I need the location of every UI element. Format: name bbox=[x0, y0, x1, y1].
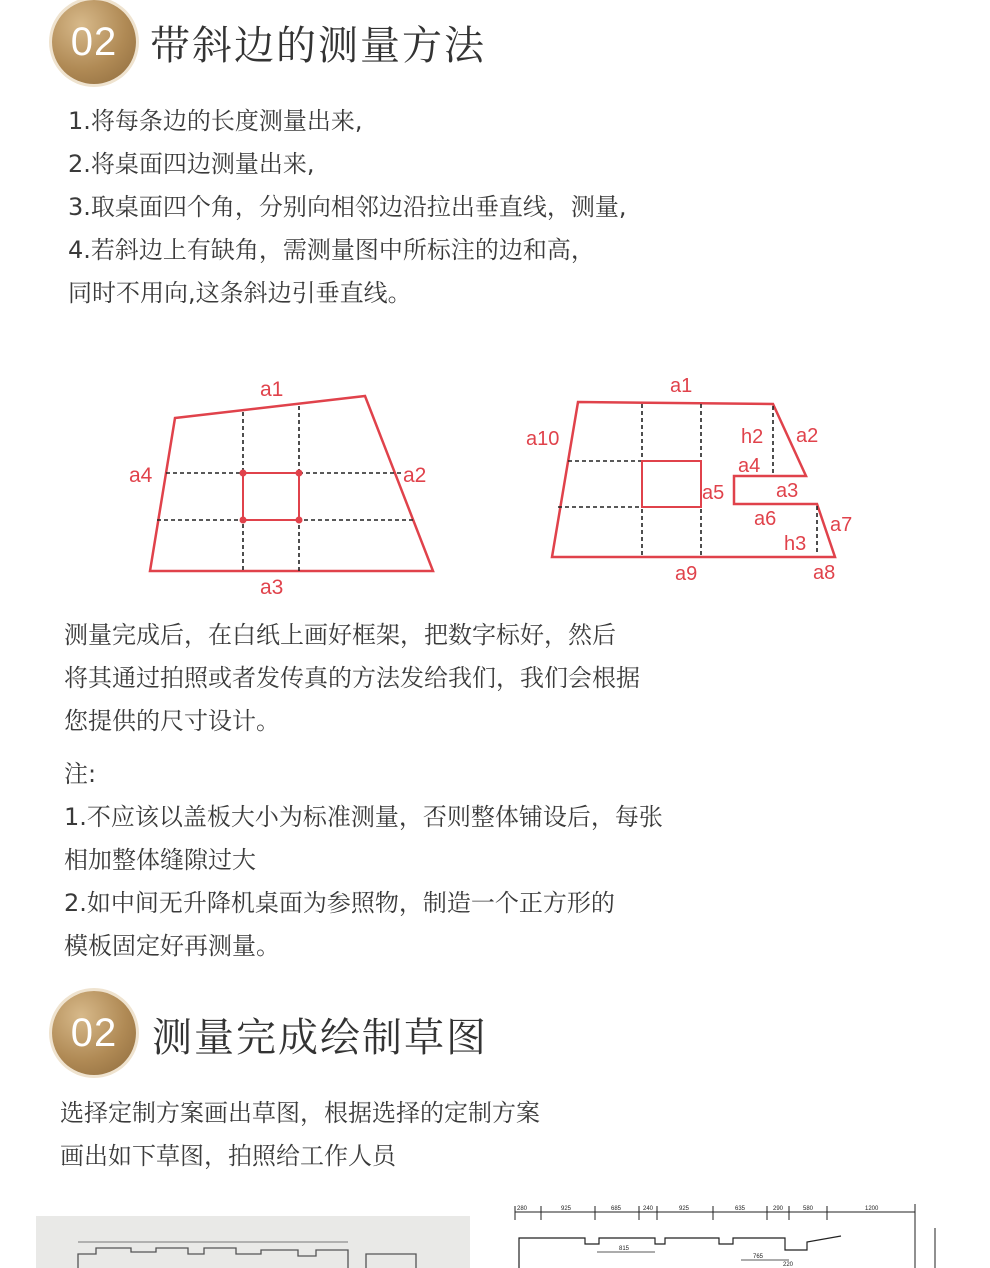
label-a10: a10 bbox=[526, 428, 560, 450]
section-title: 测量完成绘制草图 bbox=[152, 1015, 488, 1061]
step-item: 1.将每条边的长度测量出来, bbox=[68, 107, 363, 135]
dim-label: 925 bbox=[679, 1206, 690, 1212]
label-a7: a7 bbox=[830, 514, 853, 536]
note-line: 1.不应该以盖板大小为标准测量，否则整体铺设后，每张 bbox=[64, 803, 663, 831]
sketch-description bbox=[60, 1092, 540, 1178]
steps-list bbox=[68, 100, 627, 315]
hand-sketch-photo bbox=[36, 1216, 470, 1268]
label-a3: a3 bbox=[776, 480, 799, 502]
label-a4: a4 bbox=[738, 455, 761, 477]
label-a9: a9 bbox=[675, 563, 698, 585]
section-badge: 02 bbox=[52, 991, 136, 1075]
diagram-notched-table bbox=[520, 370, 870, 590]
label-a3: a3 bbox=[260, 576, 284, 597]
text-line: 画出如下草图，拍照给工作人员 bbox=[60, 1142, 396, 1170]
dim-label: 240 bbox=[643, 1206, 654, 1212]
note-line: 相加整体缝隙过大 bbox=[64, 846, 256, 874]
note-line: 注: bbox=[64, 760, 97, 788]
section-title: 带斜边的测量方法 bbox=[150, 23, 486, 69]
dim-label: 685 bbox=[611, 1206, 622, 1212]
corner-dot bbox=[296, 517, 303, 524]
corner-dot bbox=[296, 470, 303, 477]
dim-label: 765 bbox=[753, 1254, 764, 1260]
step-item: 同时不用向,这条斜边引垂直线。 bbox=[68, 279, 412, 307]
note-line: 模板固定好再测量。 bbox=[64, 932, 280, 960]
dim-label: 1200 bbox=[865, 1206, 879, 1212]
section-badge: 02 bbox=[52, 0, 136, 84]
diagram-slanted-table bbox=[115, 372, 455, 597]
hand-sketch-lines bbox=[36, 1216, 470, 1268]
sketch-outline bbox=[78, 1248, 348, 1268]
label-a5: a5 bbox=[702, 482, 725, 504]
label-h3: h3 bbox=[784, 533, 807, 555]
step-item: 3.取桌面四个角，分别向相邻边沿拉出垂直线，测量, bbox=[68, 193, 627, 221]
dim-label: 815 bbox=[619, 1246, 630, 1252]
step-item: 4.若斜边上有缺角，需测量图中所标注的边和高， bbox=[68, 236, 595, 264]
label-a1: a1 bbox=[260, 378, 284, 401]
cad-drawing bbox=[505, 1198, 945, 1268]
text-line: 将其通过拍照或者发传真的方法发给我们，我们会根据 bbox=[64, 664, 640, 692]
note-line: 2.如中间无升降机桌面为参照物，制造一个正方形的 bbox=[64, 889, 615, 917]
corner-dot bbox=[240, 517, 247, 524]
text-line: 您提供的尺寸设计。 bbox=[64, 707, 280, 735]
step-item: 2.将桌面四边测量出来, bbox=[68, 150, 315, 178]
label-a4: a4 bbox=[129, 464, 153, 487]
dim-label: 220 bbox=[783, 1262, 794, 1268]
corner-dot bbox=[240, 470, 247, 477]
dim-label: 635 bbox=[735, 1206, 746, 1212]
dim-label: 580 bbox=[803, 1206, 814, 1212]
label-a1: a1 bbox=[670, 375, 693, 397]
dim-label: 290 bbox=[773, 1206, 784, 1212]
label-a8: a8 bbox=[813, 562, 836, 584]
dim-label: 280 bbox=[517, 1206, 528, 1212]
reference-square bbox=[243, 473, 299, 520]
sketch-outline bbox=[366, 1254, 416, 1268]
text-line: 选择定制方案画出草图，根据选择的定制方案 bbox=[60, 1099, 540, 1127]
label-h2: h2 bbox=[741, 426, 764, 448]
text-line: 测量完成后，在白纸上画好框架，把数字标好，然后 bbox=[64, 621, 616, 649]
label-a2: a2 bbox=[403, 464, 427, 487]
dim-label: 925 bbox=[561, 1206, 572, 1212]
table-outline bbox=[150, 396, 433, 571]
instructions-text bbox=[64, 614, 663, 968]
label-a6: a6 bbox=[754, 508, 777, 530]
label-a2: a2 bbox=[796, 425, 819, 447]
reference-square bbox=[642, 461, 701, 507]
